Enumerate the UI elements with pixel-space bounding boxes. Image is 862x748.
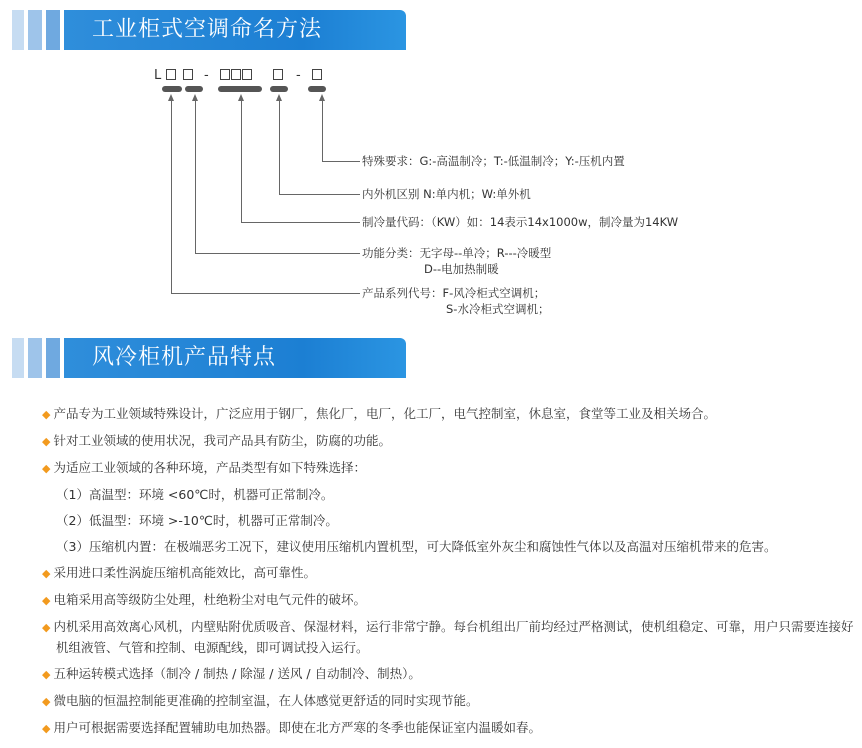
connector-line: [195, 100, 196, 253]
feature-item: ◆ 五种运转模式选择（制冷 / 制热 / 除湿 / 送风 / 自动制冷、制热）。: [42, 666, 421, 681]
feature-sub-item: （2）低温型：环境 >-10℃时，机器可正常制冷。: [56, 513, 338, 528]
code-box: [231, 69, 241, 80]
connector-line: [171, 100, 172, 293]
section-header-features: [12, 338, 406, 378]
section-title: 工业柜式空调命名方法: [92, 17, 323, 42]
bullet-diamond-icon: ◆: [42, 594, 51, 607]
banner-accent-block: [46, 10, 60, 50]
connector-line: [195, 253, 360, 254]
naming-diagram: [0, 60, 862, 330]
desc-function-line2: D--电加热制暖: [424, 262, 499, 276]
desc-function-line1: 功能分类：无字母--单冷；R---冷暖型: [362, 246, 552, 260]
connector-line: [322, 100, 323, 161]
banner-accent-block: [46, 338, 60, 378]
connector-line: [241, 222, 360, 223]
code-prefix: L: [154, 68, 162, 83]
connector-line: [241, 100, 242, 222]
feature-item: ◆ 用户可根据需要选择配置辅助电加热器。即使在北方严寒的冬季也能保证室内温暖如春。: [42, 720, 541, 735]
banner-accent-block: [12, 10, 24, 50]
code-boxes-2: [220, 68, 253, 83]
code-box: [273, 69, 283, 80]
desc-special: 特殊要求：G:-高温制冷；T:-低温制冷；Y:-压机内置: [362, 154, 625, 168]
code-dash: -: [204, 68, 209, 83]
code-box: [183, 69, 193, 80]
desc-series: [362, 285, 549, 317]
desc-capacity: 制冷量代码：（KW）如：14表示14x1000w，制冷量为14KW: [362, 215, 679, 229]
desc-function: [362, 245, 551, 277]
code-boxes-4: [312, 68, 323, 83]
section-header-naming: [12, 10, 406, 50]
desc-unit-type: 内外机区别 N:单内机；W:单外机: [362, 187, 531, 201]
connector-line: [279, 194, 360, 195]
banner-accent-block: [28, 338, 42, 378]
code-bar: [185, 86, 203, 92]
feature-item: ◆ 产品专为工业领域特殊设计，广泛应用于钢厂，焦化厂，电厂，化工厂，电气控制室，休息室，食堂等工业及相关场合。: [42, 406, 716, 421]
code-bar: [162, 86, 182, 92]
feature-item: ◆ 电箱采用高等级防尘处理，杜绝粉尘对电气元件的破坏。: [42, 592, 366, 607]
code-bar: [270, 86, 288, 92]
feature-item: ◆ 内机采用高效离心风机，内壁贴附优质吸音、保湿材料，运行非常宁静。每台机组出厂前均经过严格测试，使机组稳定、可靠，用户只需要连接好机组液管、气管和控制、电源配线，即可调试投入运行。: [42, 619, 854, 655]
bullet-diamond-icon: ◆: [42, 462, 51, 475]
connector-line: [279, 100, 280, 194]
code-box: [166, 69, 176, 80]
feature-item: ◆ 采用进口柔性涡旋压缩机高能效比，高可靠性。: [42, 565, 316, 580]
code-box: [220, 69, 230, 80]
connector-line: [171, 293, 360, 294]
banner-accent-block: [12, 338, 24, 378]
code-bar: [308, 86, 326, 92]
feature-item: ◆ 微电脑的恒温控制能更准确的控制室温，在人体感觉更舒适的同时实现节能。: [42, 693, 479, 708]
desc-series-line1: 产品系列代号：F-风冷柜式空调机；: [362, 286, 546, 300]
code-box: [312, 69, 322, 80]
feature-sub-item: （3）压缩机内置：在极端恶劣工况下，建议使用压缩机内置机型，可大降低室外灰尘和腐蚀性气体以及高温对压缩机带来的危害。: [56, 539, 777, 554]
code-dash: -: [296, 68, 301, 83]
bullet-diamond-icon: ◆: [42, 695, 51, 708]
feature-sub-item: （1）高温型：环境 <60℃时，机器可正常制冷。: [56, 487, 334, 502]
bullet-diamond-icon: ◆: [42, 668, 51, 681]
connector-line: [322, 161, 360, 162]
code-boxes-3: [273, 68, 284, 83]
desc-series-line2: S-水冷柜式空调机；: [446, 302, 550, 316]
bullet-diamond-icon: ◆: [42, 567, 51, 580]
bullet-diamond-icon: ◆: [42, 621, 51, 634]
bullet-diamond-icon: ◆: [42, 722, 51, 735]
code-box: [242, 69, 252, 80]
bullet-diamond-icon: ◆: [42, 408, 51, 421]
code-bar: [218, 86, 262, 92]
bullet-diamond-icon: ◆: [42, 435, 51, 448]
code-boxes-1: [166, 68, 194, 83]
feature-list: [42, 404, 857, 745]
feature-item: ◆ 为适应工业领域的各种环境，产品类型有如下特殊选择：: [42, 460, 366, 475]
feature-item: ◆ 针对工业领域的使用状况，我司产品具有防尘，防腐的功能。: [42, 433, 391, 448]
section-title: 风冷柜机产品特点: [92, 345, 277, 370]
banner-accent-block: [28, 10, 42, 50]
